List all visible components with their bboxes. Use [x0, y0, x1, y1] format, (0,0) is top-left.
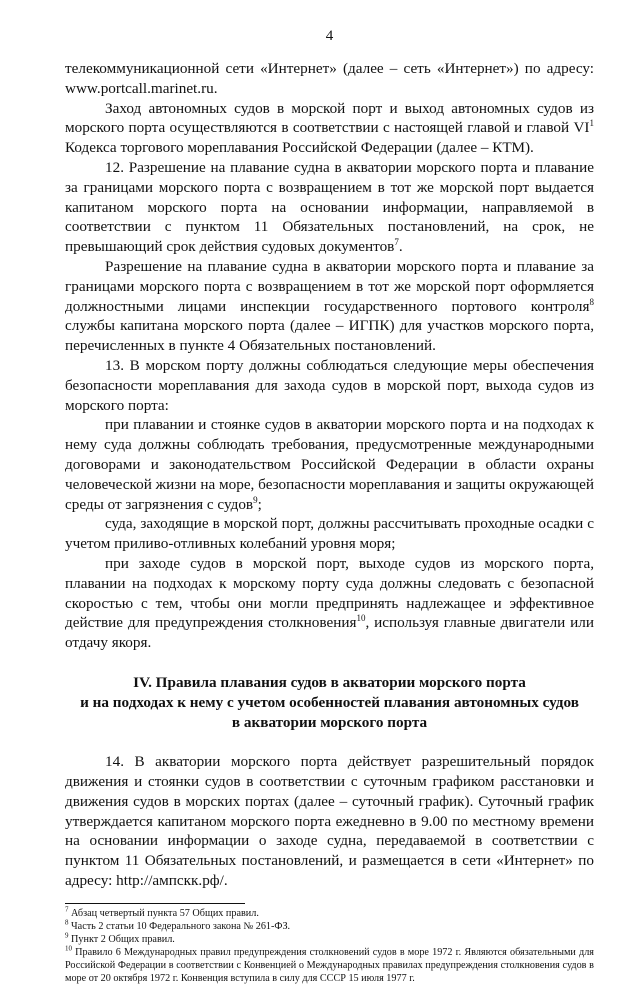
footnote-10	[65, 946, 594, 985]
footnote-text: Пункт 2 Общих правил.	[68, 933, 175, 945]
paragraph-14	[65, 752, 594, 891]
heading-line-3: в акватории морского порта	[231, 713, 428, 731]
list-item-speed	[65, 554, 594, 653]
footnotes	[65, 907, 594, 985]
heading-line-1: IV. Правила плавания судов в акватории морского порта	[133, 673, 526, 691]
paragraph-text: Заход автономных судов в морской порт и выход автономных судов из морского порта осуществляются в соответствии с настоящей главой и главой VI	[65, 99, 594, 137]
footnote-divider	[65, 903, 245, 904]
footnote-ref-7: 7	[394, 237, 399, 248]
paragraph-text: службы капитана морского порта (далее – ИГПК) для участков морского порта, перечисленных в пункте 4 Обязательных постановлений.	[65, 317, 594, 355]
footnote-ref-9: 9	[253, 494, 258, 505]
footnote-text: Правило 6 Международных правил предупреждения столкновений судов в море 1972 г. Являются обязательными для Российской Федерации в соответствии с Конвенцией о Международных правилах предупреждения столкновения судов в море от 20 октября 1972 г. Конвенция вступила в силу для СССР 15 июля 1977 г.	[65, 946, 594, 984]
heading-line-2: и на подходах к нему с учетом особенностей плавания автономных судов	[80, 693, 579, 711]
paragraph-text: .	[398, 238, 403, 256]
footnote-number: 7	[65, 905, 69, 914]
paragraph-12	[65, 158, 594, 257]
list-item-navigation	[65, 415, 594, 514]
paragraph-text: при заходе судов в морской порт, выходе судов из морского порта, плавании на подходах к морскому порту суда должны следовать с безопасной скоростью с тем, чтобы они могли предпринять надлежащее и эффективное действие для предупреждения столкновения	[65, 554, 594, 632]
list-item-draft	[65, 514, 594, 554]
section-heading	[65, 673, 594, 732]
paragraph-text: телекоммуникационной сети «Интернет» (далее – сеть «Интернет») по адресу: www.portcall.marinet.ru.	[65, 60, 594, 97]
paragraph-text: , используя главные двигатели или отдачу якоря.	[65, 614, 594, 652]
superscript-ref: 1	[589, 118, 594, 129]
paragraph-autonomous-vessels	[65, 99, 594, 158]
paragraph-text: 14. В акватории морского порта действует разрешительный порядок движения и стоянки судов в соответствии с суточным графиком расстановки и движения судов в морских портах (далее – суточный график). Суточный график утверждается капитаном морского порта ежедневно в 9.00 по местному времени на основании информации о заходе судна, передаваемой в соответствии с пунктом 11 Обязательных постановлений, и размещается в сети «Интернет» по адресу: http://ампскк.рф/.	[65, 753, 594, 890]
footnote-ref-10: 10	[356, 613, 366, 624]
footnote-text: Абзац четвертый пункта 57 Общих правил.	[68, 907, 259, 919]
footnote-ref-8: 8	[589, 296, 594, 307]
paragraph-text: суда, заходящие в морской порт, должны рассчитывать проходные осадки с учетом приливо-отливных колебаний уровня моря;	[65, 515, 594, 553]
paragraph-text: при плавании и стоянке судов в акватории морского порта и на подходах к нему суда должны соблюдать требования, предусмотренные международными договорами и законодательством Российской Федерации в области охраны человеческой жизни на море, безопасности мореплавания и защиты окружающей среды от загрязнения с судов	[65, 416, 594, 513]
paragraph-permission	[65, 257, 594, 356]
paragraph-13	[65, 356, 594, 415]
paragraph-text: Разрешение на плавание судна в акватории морского порта и плавание за границами морского порта с возвращением в тот же морской порт оформляется должностными лицами инспекции государственного портового контроля	[65, 257, 594, 315]
paragraph-text: 12. Разрешение на плавание судна в акватории морского порта и плавание за границами морского порта с возвращением в тот же морской порт выдается капитаном морского порта на основании информации, направляемой в соответствии с пунктом 11 Обязательных постановлений, на срок, не превышающий срок действия судовых документов	[65, 158, 594, 256]
footnote-8	[65, 920, 594, 933]
footnote-9	[65, 933, 594, 946]
paragraph-continuation	[65, 59, 594, 99]
paragraph-text: ;	[257, 495, 262, 513]
footnote-7	[65, 907, 594, 920]
footnote-number: 10	[65, 944, 72, 953]
footnote-text: Часть 2 статьи 10 Федерального закона № 261-ФЗ.	[68, 920, 291, 932]
footnote-number: 8	[65, 918, 69, 927]
footnote-number: 9	[65, 931, 69, 940]
paragraph-text: 13. В морском порту должны соблюдаться следующие меры обеспечения безопасности мореплавания для захода судов в морской порт, выхода судов из морского порта:	[65, 356, 594, 414]
page-number: 4	[325, 28, 334, 44]
body-text	[65, 59, 594, 653]
paragraph-text: Кодекса торгового мореплавания Российской Федерации (далее – КТМ).	[65, 139, 534, 157]
